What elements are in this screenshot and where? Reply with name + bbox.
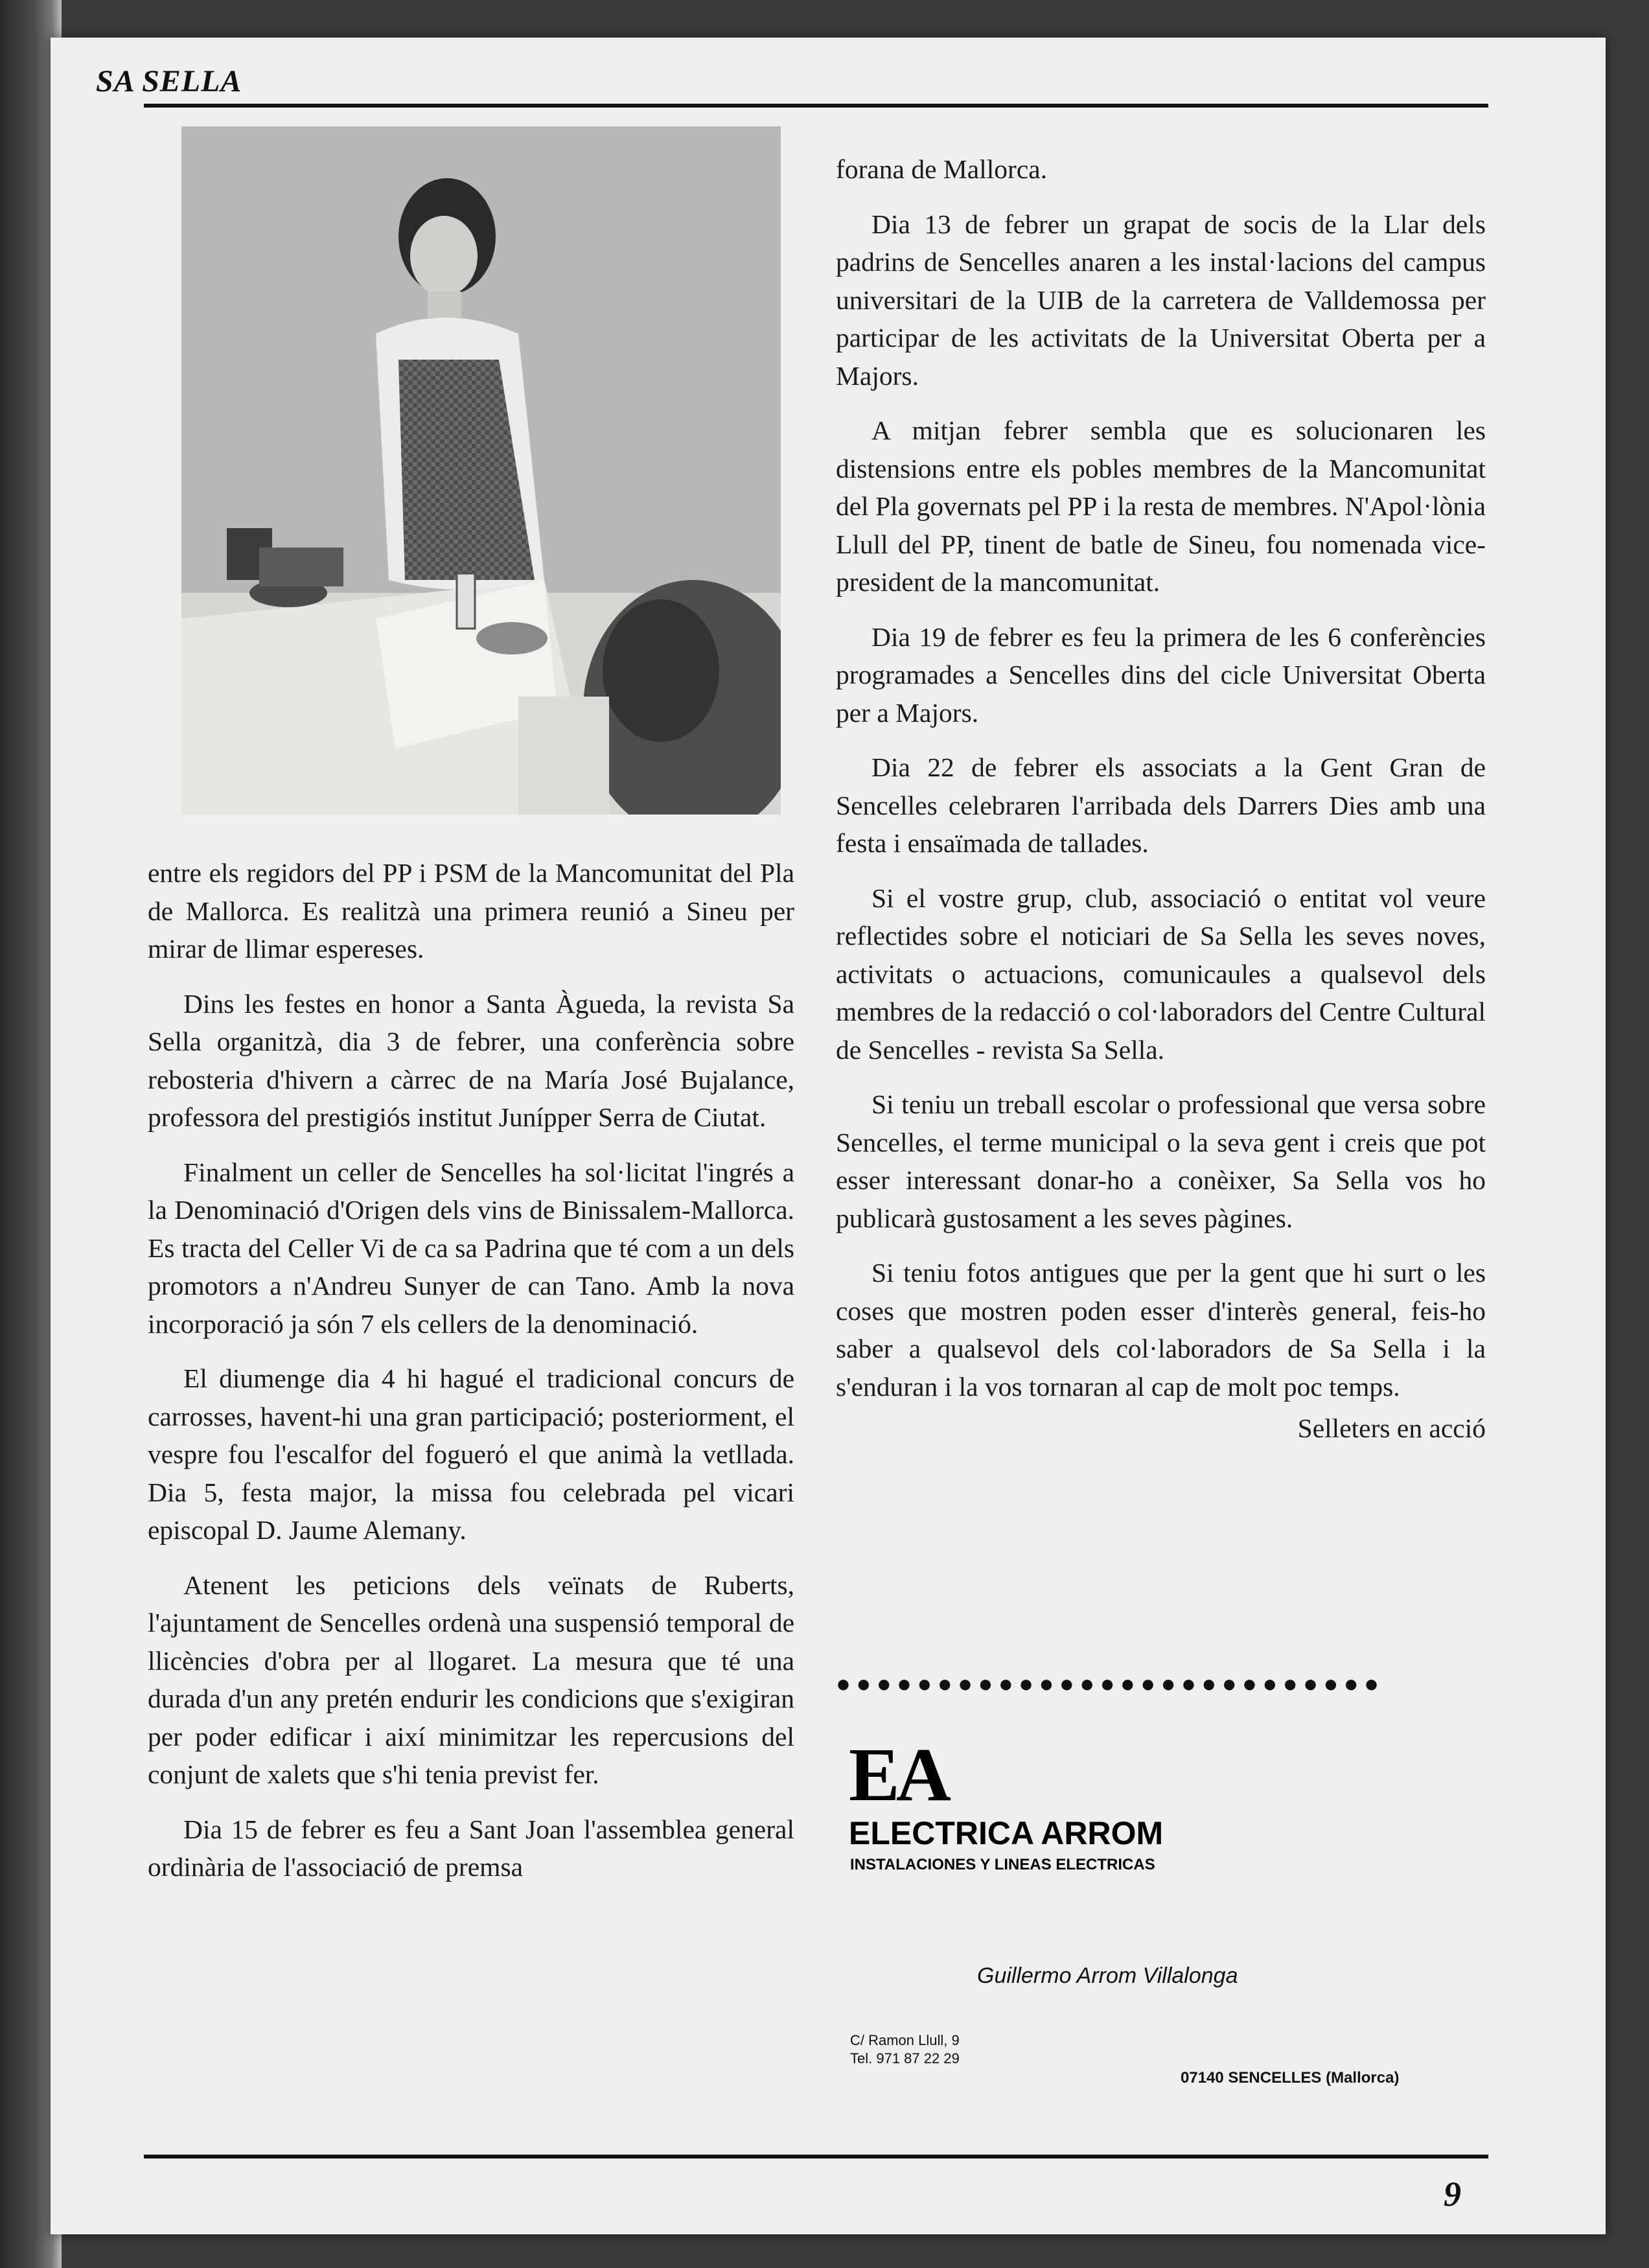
article-paragraph: Dia 13 de febrer un grapat de socis de la Llar dels padrins de Sencelles anaren a les instal·lacions del campus universitari de la UIB de la carretera de Valldemossa per participar de les activitats de la Universitat Oberta per a Majors. [836,209,1486,391]
left-text-column [148,854,794,1903]
advert-street: C/ Ramon Llull, 9 [850,2032,960,2048]
advert-contact-person: Guillermo Arrom Villalonga [977,1963,1238,1988]
advert-company-name: ELECTRICA ARROM [849,1815,1164,1851]
footer-rule [144,2155,1488,2158]
header-rule [144,104,1488,108]
right-text-column [836,150,1486,1448]
article-paragraph: Si teniu fotos antigues que per la gent que hi surt o les coses que mostren poden esser d'interès general, feis-ho saber a qualsevol dels col·laboradors de Sa Sella i la s'enduran i la vos tornaran al cap de molt poc temps. [836,1258,1486,1402]
article-paragraph: Dins les festes en honor a Santa Àgueda, la revista Sa Sella organitzà, dia 3 de febrer, una conferència sobre rebosteria d'hivern a càrrec de na María José Bujalance, professora del prestigiós institut Junípper Serra de Ciutat. [148,988,794,1132]
signature: Selleters en acció [1297,1413,1486,1443]
article-paragraph: forana de Mallorca. [836,154,1048,184]
article-paragraph: Finalment un celler de Sencelles ha sol·licitat l'ingrés a la Denominació d'Origen dels vins de Binissalem-Mallorca. Es tracta del Celler Vi de ca sa Padrina que té com a un dels promotors a n'Andreu Sunyer de can Tano. Amb la nova incorporació ja són 7 els cellers de la denominació. [148,1157,794,1339]
article-paragraph: Dia 22 de febrer els associats a la Gent Gran de Sencelles celebraren l'arribada dels Darrers Dies amb una festa i ensaïmada de tallades. [836,752,1486,858]
advert-phone: Tel. 971 87 22 29 [850,2050,960,2066]
article-paragraph: Si teniu un treball escolar o professional que versa sobre Sencelles, el terme municipal o la seva gent i creis que pot esser interessant donar-ho a conèixer, Sa Sella vos ho publicarà gustosament a les seves pàgines. [836,1089,1486,1233]
article-paragraph: A mitjan febrer sembla que es solucionaren les distensions entre els pobles membres de la Mancomunitat del Pla governats pel PP i la resta de membres. N'Apol·lònia Llull del PP, tinent de batle de Sineu, fou nomenada vice-president de la mancomunitat. [836,415,1486,597]
page-header-title: SA SELLA [96,64,242,98]
dotted-divider: ●●●●●●●●●●●●●●●●●●●●●●●●●●● [836,1671,1385,1698]
advert-logo: EA [849,1732,947,1817]
article-paragraph: entre els regidors del PP i PSM de la Mancomunitat del Pla de Mallorca. Es realitzà una primera reunió a Sineu per mirar de llimar espereses. [148,858,794,964]
article-paragraph: Si el vostre grup, club, associació o entitat vol veure reflectides sobre el noticiari de Sa Sella les seves noves, activitats o actuacions, comunicaules a qualsevol dels membres de la redacció o col·laboradors del Centre Cultural de Sencelles - revista Sa Sella. [836,883,1486,1065]
article-paragraph: Dia 19 de febrer es feu la primera de les 6 conferències programades a Sencelles dins del cicle Universitat Oberta per a Majors. [836,621,1486,728]
advert-subtitle: INSTALACIONES Y LINEAS ELECTRICAS [850,1856,1155,1873]
article-paragraph: Dia 15 de febrer es feu a Sant Joan l'assemblea general ordinària de l'associació de premsa [148,1814,794,1882]
article-paragraph: El diumenge dia 4 hi hagué el tradicional concurs de carrosses, havent-hi una gran participació; posteriorment, el vespre fou l'escalfor del foguerό el que animà la vetllada. Dia 5, festa major, la missa fou celebrada pel vicari episcopal D. Jaume Alemany. [148,1363,794,1545]
advert-city: 07140 SENCELLES (Mallorca) [1181,2069,1400,2087]
page-number: 9 [1444,2175,1461,2214]
article-paragraph: Atenent les peticions dels veïnats de Ruberts, l'ajuntament de Sencelles ordenà una suspensió temporal de llicències d'obra per al llogaret. La mesura que té una durada d'un any pretén endurir les condicions que s'exigiran per poder edificar i així minimitzar les repercusions del conjunt de xalets que s'hi tenia previst fer. [148,1569,794,1789]
photo-cooking-demonstration [181,126,781,815]
photo-illustration [181,126,781,815]
advert-address [850,2031,960,2068]
